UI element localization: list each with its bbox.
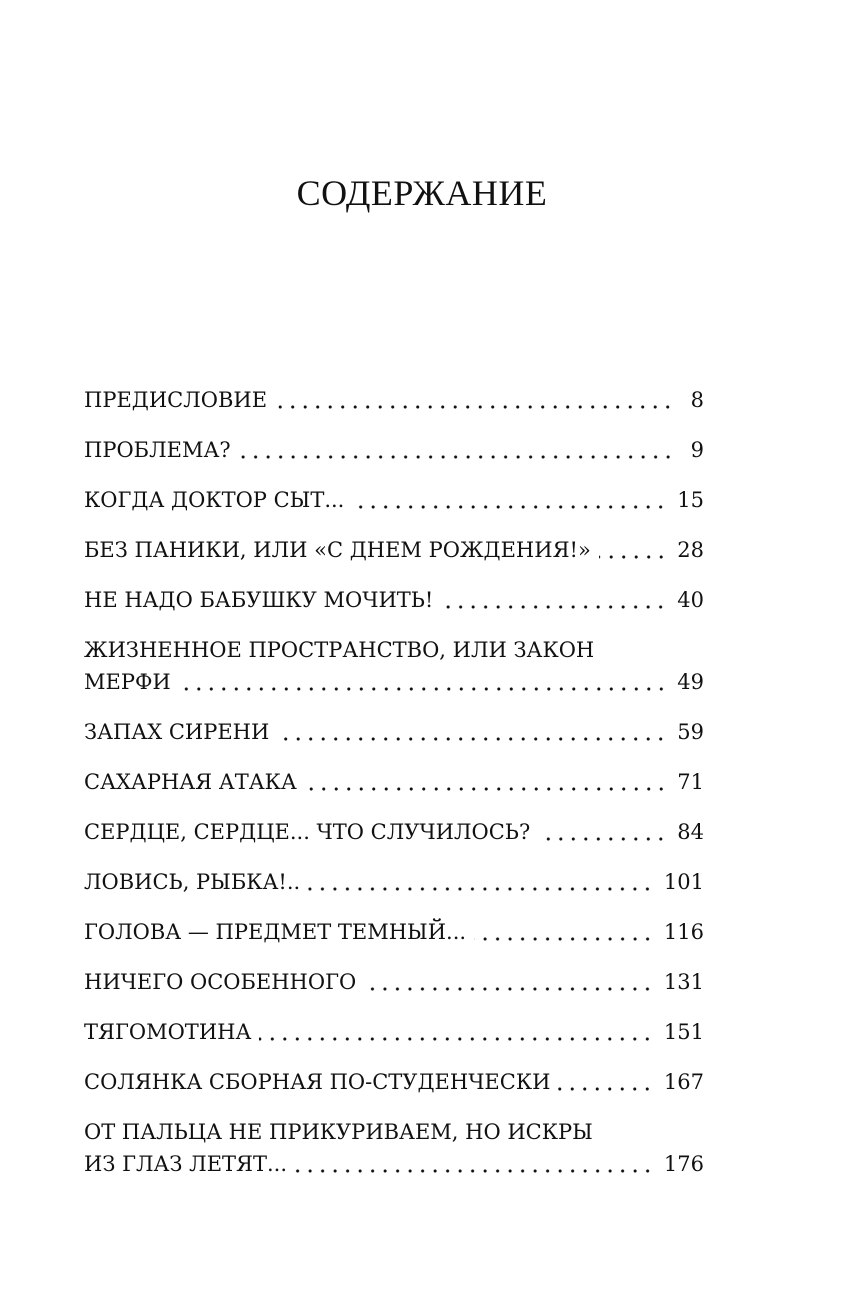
toc-entry-page: 176 bbox=[663, 1152, 704, 1176]
toc-entry bbox=[84, 434, 704, 466]
toc-entry bbox=[84, 484, 704, 516]
dot-leader bbox=[275, 404, 674, 410]
toc-entry-title: СЕРДЦЕ, СЕРДЦЕ... ЧТО СЛУЧИЛОСЬ? bbox=[84, 820, 531, 844]
toc-entry bbox=[84, 584, 704, 616]
toc-entry-page: 40 bbox=[677, 588, 704, 612]
dot-leader bbox=[305, 786, 667, 792]
toc-entry bbox=[84, 1016, 704, 1048]
toc-entry-title: ИЗ ГЛАЗ ЛЕТЯТ... bbox=[84, 1152, 288, 1176]
toc-entry bbox=[84, 966, 704, 998]
toc-entry-title: ЛОВИСЬ, РЫБКА!.. bbox=[84, 870, 301, 894]
toc-entry-title: ЖИЗНЕННОЕ ПРОСТРАНСТВО, ИЛИ ЗАКОН bbox=[84, 638, 595, 662]
toc-entry-page: 71 bbox=[677, 770, 704, 794]
toc-entry-page: 131 bbox=[663, 970, 704, 994]
toc-entry bbox=[84, 816, 704, 848]
toc-entry-title: БЕЗ ПАНИКИ, ИЛИ «С ДНЕМ РОЖДЕНИЯ!» bbox=[84, 538, 591, 562]
toc-entry bbox=[84, 534, 704, 566]
toc-entry bbox=[84, 1116, 704, 1180]
dot-leader bbox=[308, 886, 654, 892]
page-title: СОДЕРЖАНИЕ bbox=[296, 173, 548, 213]
toc-entry-page: 84 bbox=[677, 820, 704, 844]
toc-entry-title: ЗАПАХ СИРЕНИ bbox=[84, 720, 270, 744]
toc-entry-page: 167 bbox=[663, 1070, 704, 1094]
toc-entry-title: НИЧЕГО ОСОБЕННОГО bbox=[84, 970, 357, 994]
toc-entry-page: 101 bbox=[663, 870, 704, 894]
dot-leader bbox=[352, 504, 667, 510]
toc-entry-page: 49 bbox=[677, 670, 704, 694]
toc-entry-title: КОГДА ДОКТОР СЫТ... bbox=[84, 488, 345, 512]
toc-entry-title: ПРЕДИСЛОВИЕ bbox=[84, 388, 268, 412]
dot-leader bbox=[558, 1086, 654, 1092]
toc-entry-page: 59 bbox=[677, 720, 704, 744]
dot-leader bbox=[277, 736, 667, 742]
toc-entry-page: 8 bbox=[690, 388, 704, 412]
toc-entry-title: СОЛЯНКА СБОРНАЯ ПО-СТУДЕНЧЕСКИ bbox=[84, 1070, 551, 1094]
toc-entry-title: САХАРНАЯ АТАКА bbox=[84, 770, 297, 794]
toc-entry bbox=[84, 634, 704, 698]
dot-leader bbox=[179, 686, 668, 692]
dot-leader bbox=[364, 986, 654, 992]
toc-entry-page: 116 bbox=[663, 920, 704, 944]
toc-entry-title: ОТ ПАЛЬЦА НЕ ПРИКУРИВАЕМ, НО ИСКРЫ bbox=[84, 1120, 593, 1144]
toc-entry-page: 9 bbox=[690, 438, 704, 462]
toc-entry-title: ПРОБЛЕМА? bbox=[84, 438, 231, 462]
toc-entry-page: 28 bbox=[677, 538, 704, 562]
toc-entry-title: МЕРФИ bbox=[84, 670, 171, 694]
toc-entry bbox=[84, 716, 704, 748]
dot-leader bbox=[474, 936, 654, 942]
toc-entry bbox=[84, 916, 704, 948]
toc-entry bbox=[84, 1066, 704, 1098]
dot-leader bbox=[259, 1036, 654, 1042]
toc-entry-page: 15 bbox=[677, 488, 704, 512]
dot-leader bbox=[538, 836, 667, 842]
dot-leader bbox=[599, 554, 667, 560]
dot-leader bbox=[441, 604, 667, 610]
toc-entry bbox=[84, 866, 704, 898]
toc-entry-title: ГОЛОВА — ПРЕДМЕТ ТЕМНЫЙ... bbox=[84, 920, 467, 944]
toc-entry bbox=[84, 766, 704, 798]
toc-entry bbox=[84, 384, 704, 416]
toc-entry-title: ТЯГОМОТИНА bbox=[84, 1020, 252, 1044]
dot-leader bbox=[239, 454, 674, 460]
toc-entry-title: НЕ НАДО БАБУШКУ МОЧИТЬ! bbox=[84, 588, 434, 612]
dot-leader bbox=[295, 1168, 654, 1174]
toc-entry-page: 151 bbox=[663, 1020, 704, 1044]
